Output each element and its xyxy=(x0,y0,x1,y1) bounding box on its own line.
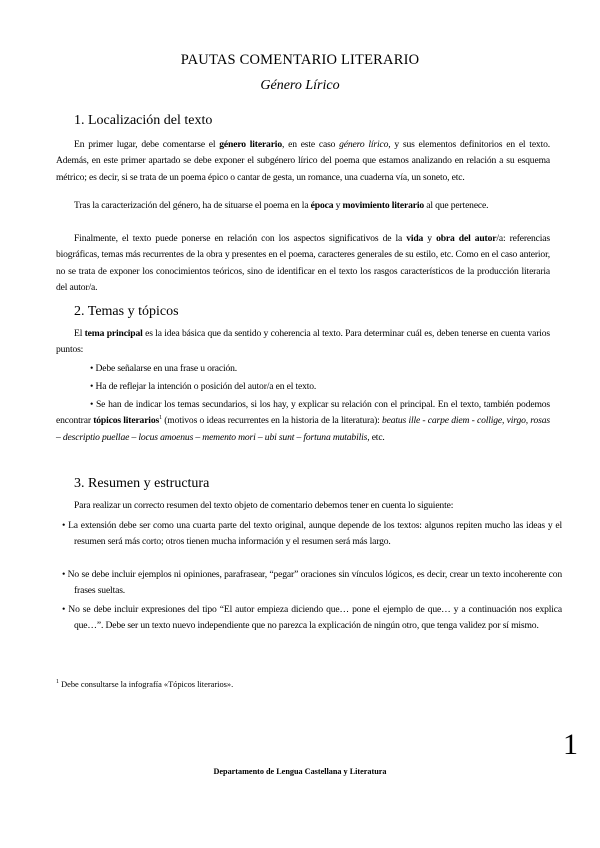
list-item: • Debe señalarse en una frase u oración. xyxy=(90,363,238,374)
paragraph-resumen-intro: Para realizar un correcto resumen del texto objeto de comentario debemos tener en cuenta lo siguiente: xyxy=(74,500,454,511)
page-number: 1 xyxy=(563,728,578,761)
footnote: $^1$ Debe consultarse la infografía «Tópicos literarios». xyxy=(56,679,234,689)
paragraph-epoca: Tras la caracterización del género, ha de situarse el poema en la época y movimiento literario al que pertenece. xyxy=(74,200,489,211)
term-epoca: época xyxy=(310,200,334,211)
page-footer: Departamento de Lengua Castellana y Literatura xyxy=(213,767,387,776)
topicos-list: beatus ille - carpe diem - collige, virgo, rosas – descriptio puellae – locus amoenus – memento mori – ubi sunt – fortuna mutabilis, xyxy=(56,415,550,443)
footnote-reference: 1 xyxy=(159,415,162,422)
term-tema-principal: tema principal xyxy=(84,328,143,339)
document-title: PAUTAS COMENTARIO LITERARIO xyxy=(180,52,420,68)
section-heading-temas: 2. Temas y tópicos xyxy=(74,304,179,319)
term-movimiento-literario: movimiento literario xyxy=(342,200,424,211)
paragraph-tema-principal: El tema principal es la idea básica que da sentido y coherencia al texto. Para determinar cuál es, deben tenerse en cuenta varios puntos: xyxy=(56,328,550,356)
list-item-topicos: • Se han de indicar los temas secundarios, si los hay, y explicar su relación con el principal. En el texto, también podemos encontrar tópicos literarios$^1$ (motivos o ideas recurrentes en la historia de la literatura): beatus ille - carpe diem - collige, virgo, rosas – descriptio puellae – locus amoenus – memento mori – ubi sunt – fortuna mutabilis, etc. xyxy=(56,399,550,443)
list-item: • La extensión debe ser como una cuarta parte del texto original, aunque depende de los textos: algunos repiten mucho las ideas y el resumen será más corto; otros tienen mucha información y el resumen será más largo. xyxy=(62,520,562,548)
list-item: • Ha de reflejar la intención o posición del autor/a en el texto. xyxy=(90,381,317,392)
term-topicos-literarios: tópicos literarios xyxy=(93,415,160,427)
term-vida: vida xyxy=(406,233,424,244)
list-item: • No se debe incluir expresiones del tipo “El autor empieza diciendo que… pone el ejemplo de que… y a continuación nos explica que…”. Debe ser un texto nuevo independiente que no parezca la explicación de ningún otro, que tenga validez por sí mismo. xyxy=(62,604,562,632)
paragraph-genero: En primer lugar, debe comentarse el género literario, en este caso género lírico, y sus elementos definitorios en el texto. Además, en este primer apartado se debe exponer el subgénero lírico del poema que estamos analizando en relación a su esquema métrico; es decir, si se trata de un poema épico o cantar de gesta, un romance, una cuaderna vía, un soneto, etc. xyxy=(56,139,550,183)
list-item: • No se debe incluir ejemplos ni opiniones, parafrasear, “pegar” oraciones sin vínculos lógicos, es decir, crear un texto incoherente con frases sueltas. xyxy=(62,569,562,597)
term-genero-lirico: género lírico xyxy=(339,139,389,150)
paragraph-autor: Finalmente, el texto puede ponerse en relación con los aspectos significativos de la vida y obra del autor/a: referencias biográficas, temas más recurrentes de la obra y presentes en el poema, caracteres generales de su estilo, etc. Como en el caso anterior, no se trata de exponer los conocimientos teóricos, sino de identificar en el texto los rasgos característicos de la producción literaria del autor/a. xyxy=(56,233,550,294)
section-heading-resumen: 3. Resumen y estructura xyxy=(74,476,210,491)
section-heading-localizacion: 1. Localización del texto xyxy=(74,113,213,128)
document-subtitle: Género Lírico xyxy=(260,78,340,93)
footnote-mark: 1 xyxy=(56,679,59,686)
term-genero-literario: género literario xyxy=(219,139,282,150)
term-obra-autor: obra del autor xyxy=(436,233,497,244)
